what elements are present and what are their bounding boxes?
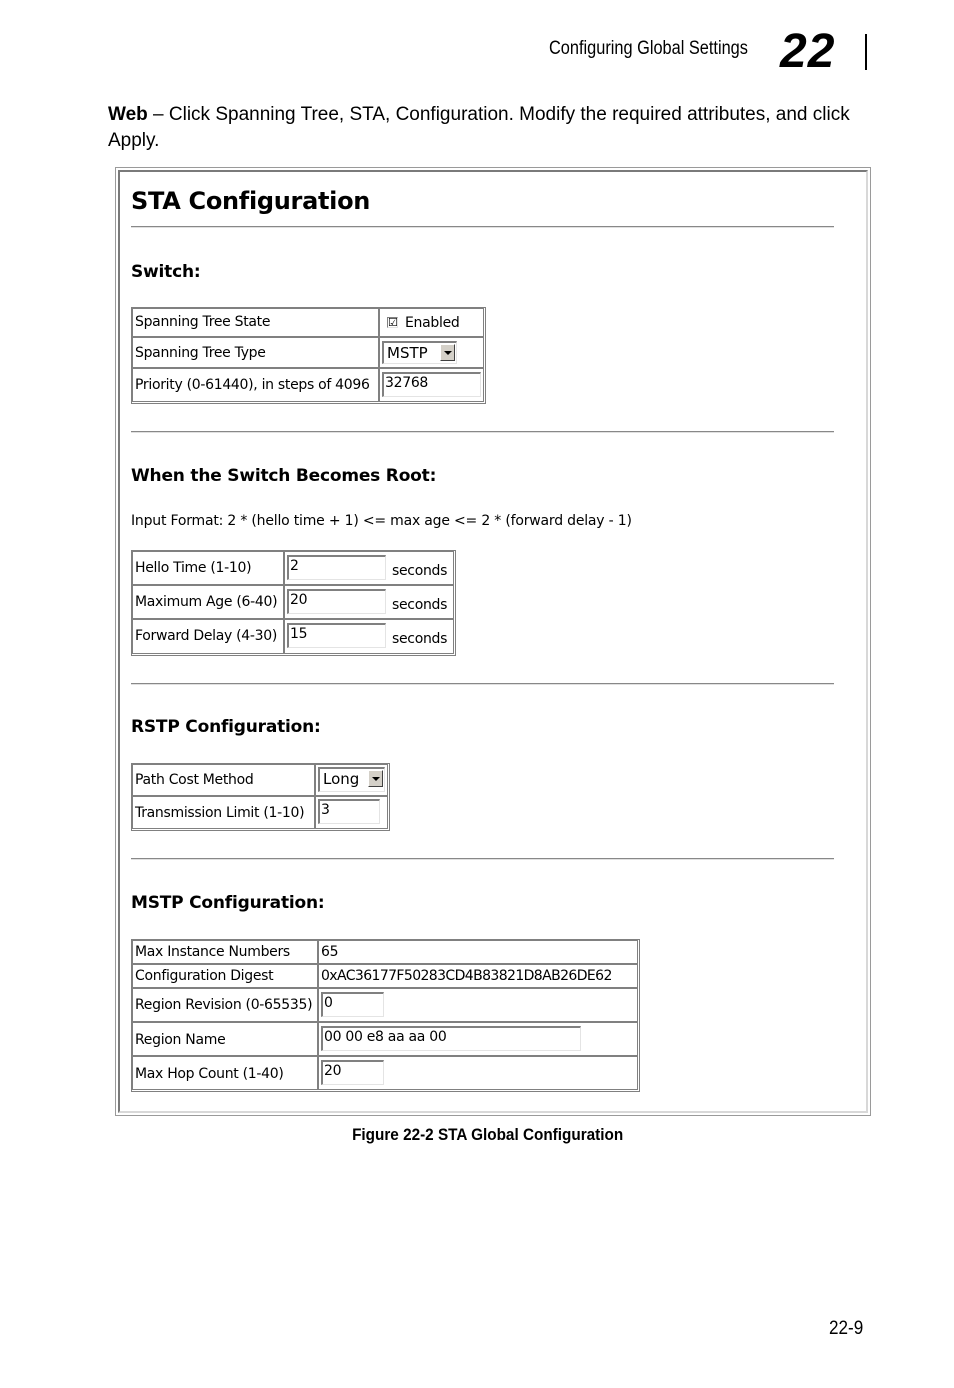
root-heading: When the Switch Becomes Root: — [131, 466, 437, 486]
forward-delay-input[interactable]: 15 — [287, 623, 386, 648]
chapter-divider — [865, 34, 867, 70]
running-header-title: Configuring Global Settings — [549, 38, 748, 59]
chapter-number: 22 — [780, 25, 836, 78]
intro-lead: Web — [108, 104, 148, 125]
page-title: STA Configuration — [131, 187, 371, 215]
table-cell — [132, 368, 379, 402]
max-hop-label: Max Hop Count (1-40) — [135, 1066, 284, 1082]
max-age-unit: seconds — [392, 597, 448, 613]
region-revision-input[interactable]: 0 — [321, 992, 384, 1017]
figure-caption — [0, 1125, 954, 1145]
max-instance-value: 65 — [321, 944, 339, 960]
spanning-tree-type-label: Spanning Tree Type — [135, 345, 266, 361]
region-revision-label: Region Revision (0-65535) — [135, 997, 313, 1013]
table-cell — [132, 551, 284, 585]
spanning-tree-type-value: MSTP — [387, 344, 428, 362]
table-cell — [132, 308, 379, 337]
figure-caption-text: Figure 22-2 STA Global Configuration — [352, 1125, 624, 1144]
path-cost-value: Long — [323, 770, 360, 788]
intro-text: – Click Spanning Tree, STA, Configuration. Modify the required attributes, and click Apply. — [108, 104, 850, 151]
spanning-tree-state-value: Enabled — [405, 315, 460, 331]
table-cell — [132, 988, 318, 1022]
config-digest-value: 0xAC36177F50283CD4B83821D8AB26DE62 — [321, 968, 612, 984]
max-instance-label: Max Instance Numbers — [135, 944, 290, 960]
spanning-tree-type-select[interactable] — [382, 341, 457, 364]
table-cell — [132, 585, 284, 619]
table-cell — [318, 940, 638, 964]
hello-time-unit: seconds — [392, 563, 448, 579]
forward-delay-label: Forward Delay (4-30) — [135, 628, 278, 644]
input-format-note: Input Format: 2 * (hello time + 1) <= max age <= 2 * (forward delay - 1) — [131, 513, 632, 529]
divider — [131, 226, 834, 228]
table-cell — [132, 337, 379, 368]
config-digest-label: Configuration Digest — [135, 968, 274, 984]
region-name-label: Region Name — [135, 1032, 226, 1048]
path-cost-select[interactable] — [318, 767, 385, 792]
hello-time-input[interactable]: 2 — [287, 555, 386, 580]
table-cell — [379, 308, 484, 337]
divider — [131, 683, 834, 685]
intro-paragraph — [108, 102, 878, 154]
max-hop-input[interactable]: 20 — [321, 1060, 384, 1085]
spanning-tree-state-checkbox[interactable]: ☑ — [388, 316, 398, 329]
table-cell — [132, 964, 318, 988]
rstp-heading: RSTP Configuration: — [131, 717, 321, 737]
max-age-input[interactable]: 20 — [287, 589, 386, 614]
mstp-heading: MSTP Configuration: — [131, 893, 325, 913]
page-number: 22-9 — [829, 1318, 864, 1339]
chevron-down-icon[interactable] — [368, 770, 383, 787]
switch-heading: Switch: — [131, 262, 201, 282]
forward-delay-unit: seconds — [392, 631, 448, 647]
table-cell — [132, 796, 315, 829]
tx-limit-label: Transmission Limit (1-10) — [135, 805, 305, 821]
max-age-label: Maximum Age (6-40) — [135, 594, 278, 610]
table-cell — [132, 764, 315, 796]
table-cell — [318, 964, 638, 988]
path-cost-label: Path Cost Method — [135, 772, 254, 788]
divider — [131, 431, 834, 433]
chevron-down-icon[interactable] — [440, 344, 455, 361]
tx-limit-input[interactable]: 3 — [318, 799, 380, 824]
priority-label: Priority (0-61440), in steps of 4096 — [135, 377, 370, 393]
priority-input[interactable]: 32768 — [382, 372, 481, 397]
region-name-input[interactable]: 00 00 e8 aa aa 00 — [321, 1026, 581, 1051]
table-cell — [132, 940, 318, 964]
divider — [131, 858, 834, 860]
spanning-tree-state-label: Spanning Tree State — [135, 314, 271, 330]
table-cell — [132, 1022, 318, 1056]
hello-time-label: Hello Time (1-10) — [135, 560, 252, 576]
table-cell — [132, 619, 284, 654]
table-cell — [132, 1056, 318, 1090]
